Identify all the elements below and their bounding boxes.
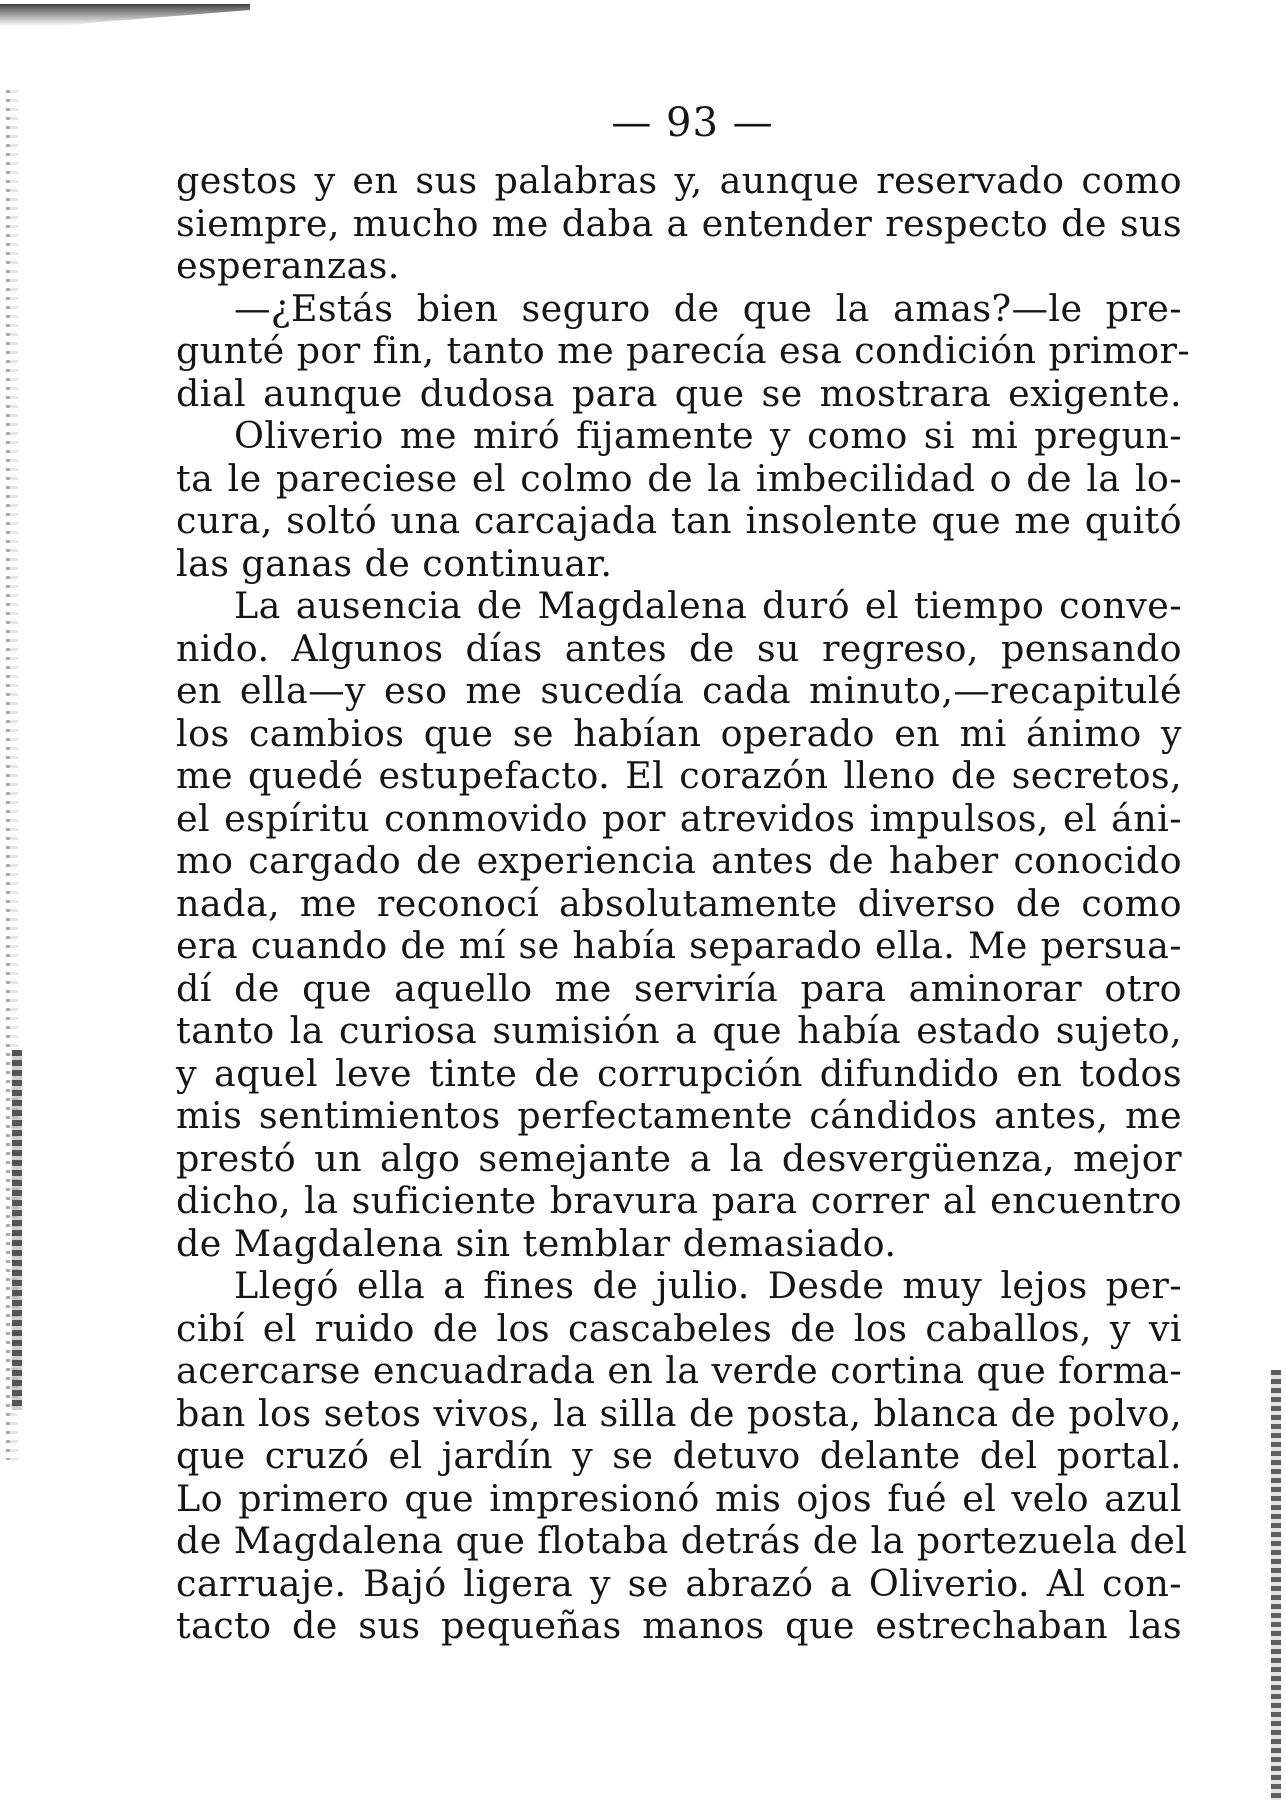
- text-line: cibí el ruido de los cascabeles de los caballos, y vi: [176, 1306, 1182, 1350]
- text-line: que cruzó el jardín y se detuvo delante del portal.: [176, 1434, 1182, 1477]
- text-line: mo cargado de experiencia antes de haber conocido: [176, 839, 1182, 882]
- text-line: tanto la curiosa sumisión a que había estado sujeto,: [176, 1009, 1182, 1052]
- text-line: dicho, la suficiente bravura para correr al encuentro: [176, 1179, 1182, 1222]
- text-line: esperanzas.: [176, 244, 400, 287]
- text-line: Llegó ella a fines de julio. Desde muy lejos per-: [234, 1264, 1182, 1307]
- text-line: en ella—y eso me sucedía cada minuto,—recapitulé: [176, 669, 1182, 712]
- text-line: siempre, mucho me daba a entender respecto de sus: [176, 201, 1182, 245]
- scan-edge-left-dark: [12, 1050, 22, 1410]
- scan-edge-right: [1271, 1370, 1281, 1800]
- text-line: dial aunque dudosa para que se mostrara exigente.: [176, 371, 1182, 415]
- page-number: — 93 —: [611, 100, 774, 146]
- text-line: tacto de sus pequeñas manos que estrechaban las: [176, 1604, 1182, 1647]
- scan-edge-top: [0, 4, 250, 34]
- text-line: —¿Estás bien seguro de que la amas?—le pre-: [234, 286, 1182, 330]
- text-line: ban los setos vivos, la silla de posta, blanca de polvo,: [176, 1391, 1182, 1435]
- text-line: mis sentimientos perfectamente cándidos antes, me: [176, 1094, 1182, 1137]
- text-line: de Magdalena sin temblar demasiado.: [176, 1221, 897, 1265]
- text-line: ta le pareciese el colmo de la imbecilidad o de la lo-: [176, 456, 1182, 500]
- text-line: y aquel leve tinte de corrupción difundido en todos: [176, 1051, 1182, 1095]
- text-line: acercarse encuadrada en la verde cortina que forma-: [176, 1349, 1183, 1392]
- text-line: me quedé estupefacto. El corazón lleno de secretos,: [176, 754, 1182, 797]
- text-line: nido. Algunos días antes de su regreso, pensando: [176, 626, 1182, 670]
- text-line: cura, soltó una carcajada tan insolente que me quitó: [176, 499, 1182, 542]
- text-line: prestó un algo semejante a la desvergüenza, mejor: [176, 1136, 1182, 1180]
- text-line: de Magdalena que flotaba detrás de la portezuela del: [176, 1519, 1188, 1562]
- text-line: las ganas de continuar.: [176, 541, 613, 585]
- text-line: La ausencia de Magdalena duró el tiempo conve-: [234, 584, 1182, 627]
- text-line: era cuando de mí se había separado ella. Me persua-: [176, 924, 1182, 967]
- text-line: Lo primero que impresionó mis ojos fué el velo azul: [176, 1476, 1182, 1520]
- text-line: los cambios que se habían operado en mi ánimo y: [176, 711, 1182, 755]
- text-line: gestos y en sus palabras y, aunque reservado como: [176, 159, 1182, 202]
- text-line: carruaje. Bajó ligera y se abrazó a Oliverio. Al con-: [176, 1561, 1182, 1605]
- text-line: el espíritu conmovido por atrevidos impulsos, el áni-: [176, 796, 1182, 840]
- text-line: dí de que aquello me serviría para aminorar otro: [176, 966, 1182, 1010]
- text-line: Oliverio me miró fijamente y como si mi pregun-: [234, 414, 1182, 457]
- text-line: gunté por fin, tanto me parecía esa condición primor-: [176, 329, 1191, 372]
- text-line: nada, me reconocí absolutamente diverso de como: [176, 881, 1182, 925]
- body-text: [176, 159, 1191, 1648]
